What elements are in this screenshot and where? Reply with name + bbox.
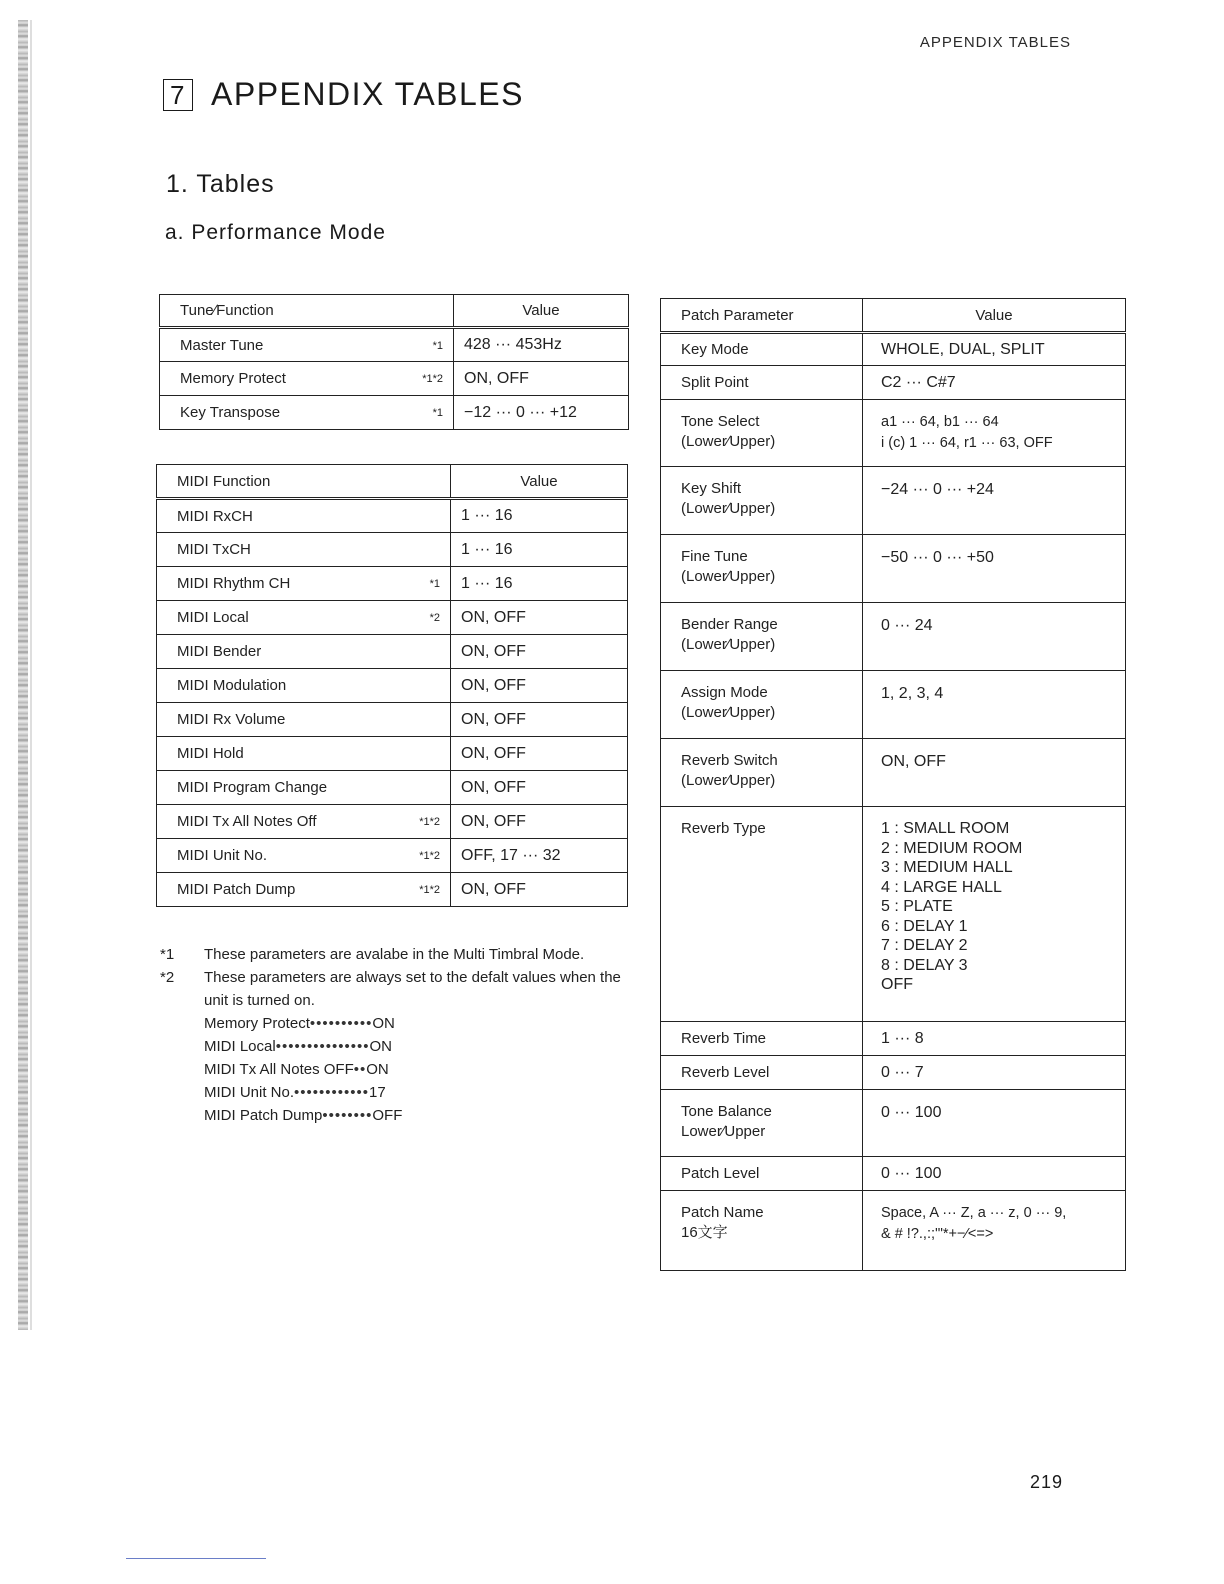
footnote-reference: *1	[429, 578, 440, 590]
parameter-name: Reverb Level	[661, 1056, 863, 1090]
footnote-reference: *1*2	[419, 884, 440, 896]
value-cell: −50 ··· 0 ··· +50	[863, 535, 1126, 603]
default-value: OFF	[372, 1107, 403, 1124]
value-cell: ON, OFF	[451, 635, 628, 669]
parameter-cell	[160, 362, 454, 396]
midi-table-row	[157, 669, 628, 703]
value-cell: −24 ··· 0 ··· +24	[863, 467, 1126, 535]
parameter-name: Tone Balance Lower∕Upper	[661, 1090, 863, 1157]
parameter-name: MIDI Rx Volume	[177, 711, 286, 728]
parameter-name: MIDI Rhythm CH	[177, 575, 291, 592]
patch-table-row	[661, 1157, 1126, 1191]
parameter-cell	[157, 669, 451, 703]
section-title: 1. Tables	[166, 170, 275, 198]
footer-rule	[126, 1558, 266, 1559]
midi-table-row	[157, 703, 628, 737]
parameter-cell	[157, 873, 451, 907]
parameter-cell	[157, 635, 451, 669]
patch-table-row	[661, 333, 1126, 366]
chapter-title: APPENDIX TABLES	[211, 76, 524, 112]
parameter-cell	[160, 396, 454, 430]
value-cell: 1 : SMALL ROOM 2 : MEDIUM ROOM 3 : MEDIUM HALL 4 : LARGE HALL 5 : PLATE 6 : DELAY 1 7 : DELAY 2 8 : DELAY 3 OFF	[863, 807, 1126, 1022]
chapter-number: 7	[163, 79, 193, 111]
value-cell: 0 ··· 100	[863, 1157, 1126, 1191]
tune-table-row	[160, 328, 629, 362]
midi-table-row	[157, 499, 628, 533]
dot-leader: ••••••••••••	[294, 1084, 370, 1101]
parameter-name: Reverb Time	[661, 1022, 863, 1056]
value-cell: 1 ··· 16	[451, 533, 628, 567]
default-value: ON	[369, 1038, 392, 1055]
parameter-cell	[157, 601, 451, 635]
subsection-title: a. Performance Mode	[165, 221, 386, 244]
parameter-name: MIDI Patch Dump	[177, 881, 296, 898]
parameter-name: Master Tune	[180, 336, 264, 354]
parameter-cell	[157, 771, 451, 805]
value-cell: ON, OFF	[451, 703, 628, 737]
patch-table-row	[661, 603, 1126, 671]
midi-table-row	[157, 771, 628, 805]
value-cell: 1 ··· 8	[863, 1022, 1126, 1056]
footnote-reference: *1*2	[419, 850, 440, 862]
footnote-reference: *1*2	[422, 373, 443, 385]
patch-table-row	[661, 1022, 1126, 1056]
patch-table-header-parameter: Patch Parameter	[661, 299, 863, 333]
parameter-name: MIDI TxCH	[177, 541, 251, 558]
patch-table-row	[661, 1056, 1126, 1090]
parameter-name: MIDI Tx All Notes Off	[177, 813, 317, 830]
midi-table-row	[157, 839, 628, 873]
patch-table-row	[661, 739, 1126, 807]
patch-table-row	[661, 807, 1126, 1022]
scan-edge	[18, 20, 28, 1330]
midi-table-header-value: Value	[451, 465, 628, 499]
default-value-row	[204, 1012, 630, 1035]
patch-table-header-value: Value	[863, 299, 1126, 333]
value-cell: 0 ··· 7	[863, 1056, 1126, 1090]
footnote-reference: *1*2	[419, 816, 440, 828]
footnote-text: These parameters are always set to the defalt values when the unit is turned on.	[204, 969, 621, 1009]
parameter-name: Memory Protect	[180, 370, 286, 387]
tune-function-table	[159, 294, 629, 430]
parameter-name: Patch Name 16文字	[661, 1191, 863, 1271]
default-parameter: MIDI Local	[204, 1038, 276, 1055]
value-cell: a1 ··· 64, b1 ··· 64 i (c) 1 ··· 64, r1 ··· 63, OFF	[863, 400, 1126, 467]
parameter-name: Patch Level	[661, 1157, 863, 1191]
parameter-cell	[157, 499, 451, 533]
patch-table-row	[661, 1090, 1126, 1157]
footnote	[160, 966, 630, 1012]
footnote-reference: *1	[432, 339, 443, 352]
default-value-row	[204, 1081, 630, 1104]
default-value: ON	[372, 1015, 395, 1032]
value-cell: ON, OFF	[451, 737, 628, 771]
footnote-mark: *2	[160, 969, 175, 986]
patch-table-row	[661, 1191, 1126, 1271]
parameter-name: MIDI Program Change	[177, 779, 328, 796]
chapter-heading	[163, 76, 524, 113]
midi-table-row	[157, 567, 628, 601]
default-value-row	[204, 1104, 630, 1127]
parameter-cell	[157, 737, 451, 771]
patch-table-row	[661, 671, 1126, 739]
patch-table-row	[661, 467, 1126, 535]
dot-leader: •••••••••••••••	[275, 1038, 370, 1055]
value-cell: WHOLE, DUAL, SPLIT	[863, 333, 1126, 366]
midi-table-row	[157, 635, 628, 669]
midi-table-row	[157, 873, 628, 907]
footnote-reference: *1	[432, 407, 443, 419]
value-cell: ON, OFF	[451, 873, 628, 907]
default-value: ON	[366, 1061, 389, 1078]
midi-table-row	[157, 601, 628, 635]
footnote-text: These parameters are avalabe in the Multi Timbral Mode.	[204, 946, 585, 963]
parameter-name: MIDI Unit No.	[177, 847, 268, 864]
patch-parameter-table	[660, 298, 1126, 1271]
tune-table-header-value: Value	[454, 295, 629, 328]
page-number: 219	[1030, 1472, 1064, 1492]
parameter-name: MIDI Local	[177, 609, 249, 626]
parameter-name: MIDI Modulation	[177, 677, 287, 694]
value-cell: ON, OFF	[454, 362, 629, 396]
default-values-list	[204, 1012, 630, 1127]
tune-table-header-function: Tune∕Function	[160, 295, 454, 328]
value-cell: 428 ··· 453Hz	[454, 328, 629, 362]
parameter-cell	[157, 839, 451, 873]
default-value-row	[204, 1035, 630, 1058]
midi-table-row	[157, 805, 628, 839]
midi-table-header-function: MIDI Function	[157, 465, 451, 499]
value-cell: OFF, 17 ··· 32	[451, 839, 628, 873]
value-cell: C2 ··· C#7	[863, 366, 1126, 400]
patch-table-row	[661, 366, 1126, 400]
parameter-name: Bender Range (Lower∕Upper)	[661, 603, 863, 671]
patch-table-row	[661, 400, 1126, 467]
parameter-name: Fine Tune (Lower∕Upper)	[661, 535, 863, 603]
parameter-name: Tone Select (Lower∕Upper)	[661, 400, 863, 467]
value-cell: ON, OFF	[451, 601, 628, 635]
value-cell: 1, 2, 3, 4	[863, 671, 1126, 739]
parameter-cell	[160, 328, 454, 362]
parameter-cell	[157, 703, 451, 737]
parameter-name: Split Point	[661, 366, 863, 400]
parameter-name: MIDI RxCH	[177, 507, 253, 525]
value-cell: 0 ··· 24	[863, 603, 1126, 671]
default-parameter: MIDI Tx All Notes OFF	[204, 1061, 354, 1078]
parameter-cell	[157, 533, 451, 567]
default-parameter: Memory Protect	[204, 1015, 310, 1032]
midi-table-row	[157, 533, 628, 567]
tune-table-row	[160, 396, 629, 430]
parameter-name: Key Shift (Lower∕Upper)	[661, 467, 863, 535]
footnote	[160, 943, 630, 966]
value-cell: 0 ··· 100	[863, 1090, 1126, 1157]
parameter-name: Assign Mode (Lower∕Upper)	[661, 671, 863, 739]
dot-leader: ••	[353, 1061, 367, 1078]
footnotes	[160, 943, 630, 1127]
scan-edge-shadow	[30, 20, 32, 1330]
value-cell: ON, OFF	[451, 805, 628, 839]
parameter-cell	[157, 805, 451, 839]
value-cell: ON, OFF	[451, 669, 628, 703]
midi-function-table	[156, 464, 628, 907]
value-cell: 1 ··· 16	[451, 567, 628, 601]
parameter-name: MIDI Bender	[177, 643, 262, 660]
dot-leader: ••••••••	[322, 1107, 373, 1124]
parameter-name: Key Mode	[661, 333, 863, 366]
running-head: APPENDIX TABLES	[919, 34, 1071, 51]
default-value: 17	[369, 1084, 386, 1101]
footnote-reference: *2	[429, 612, 440, 624]
dot-leader: ••••••••••	[309, 1015, 373, 1032]
value-cell: ON, OFF	[451, 771, 628, 805]
footnote-mark: *1	[160, 946, 175, 963]
parameter-name: Reverb Type	[661, 807, 863, 1022]
parameter-cell	[157, 567, 451, 601]
value-cell: Space, A ··· Z, a ··· z, 0 ··· 9, & # !?.,:;'"*+−∕<=>	[863, 1191, 1126, 1271]
midi-table-row	[157, 737, 628, 771]
parameter-name: Key Transpose	[180, 404, 281, 421]
value-cell: 1 ··· 16	[451, 499, 628, 533]
tune-table-row	[160, 362, 629, 396]
parameter-name: Reverb Switch (Lower∕Upper)	[661, 739, 863, 807]
parameter-name: MIDI Hold	[177, 745, 244, 762]
default-parameter: MIDI Patch Dump	[204, 1107, 323, 1124]
default-value-row	[204, 1058, 630, 1081]
value-cell: ON, OFF	[863, 739, 1126, 807]
patch-table-row	[661, 535, 1126, 603]
default-parameter: MIDI Unit No.	[204, 1084, 295, 1101]
value-cell: −12 ··· 0 ··· +12	[454, 396, 629, 430]
